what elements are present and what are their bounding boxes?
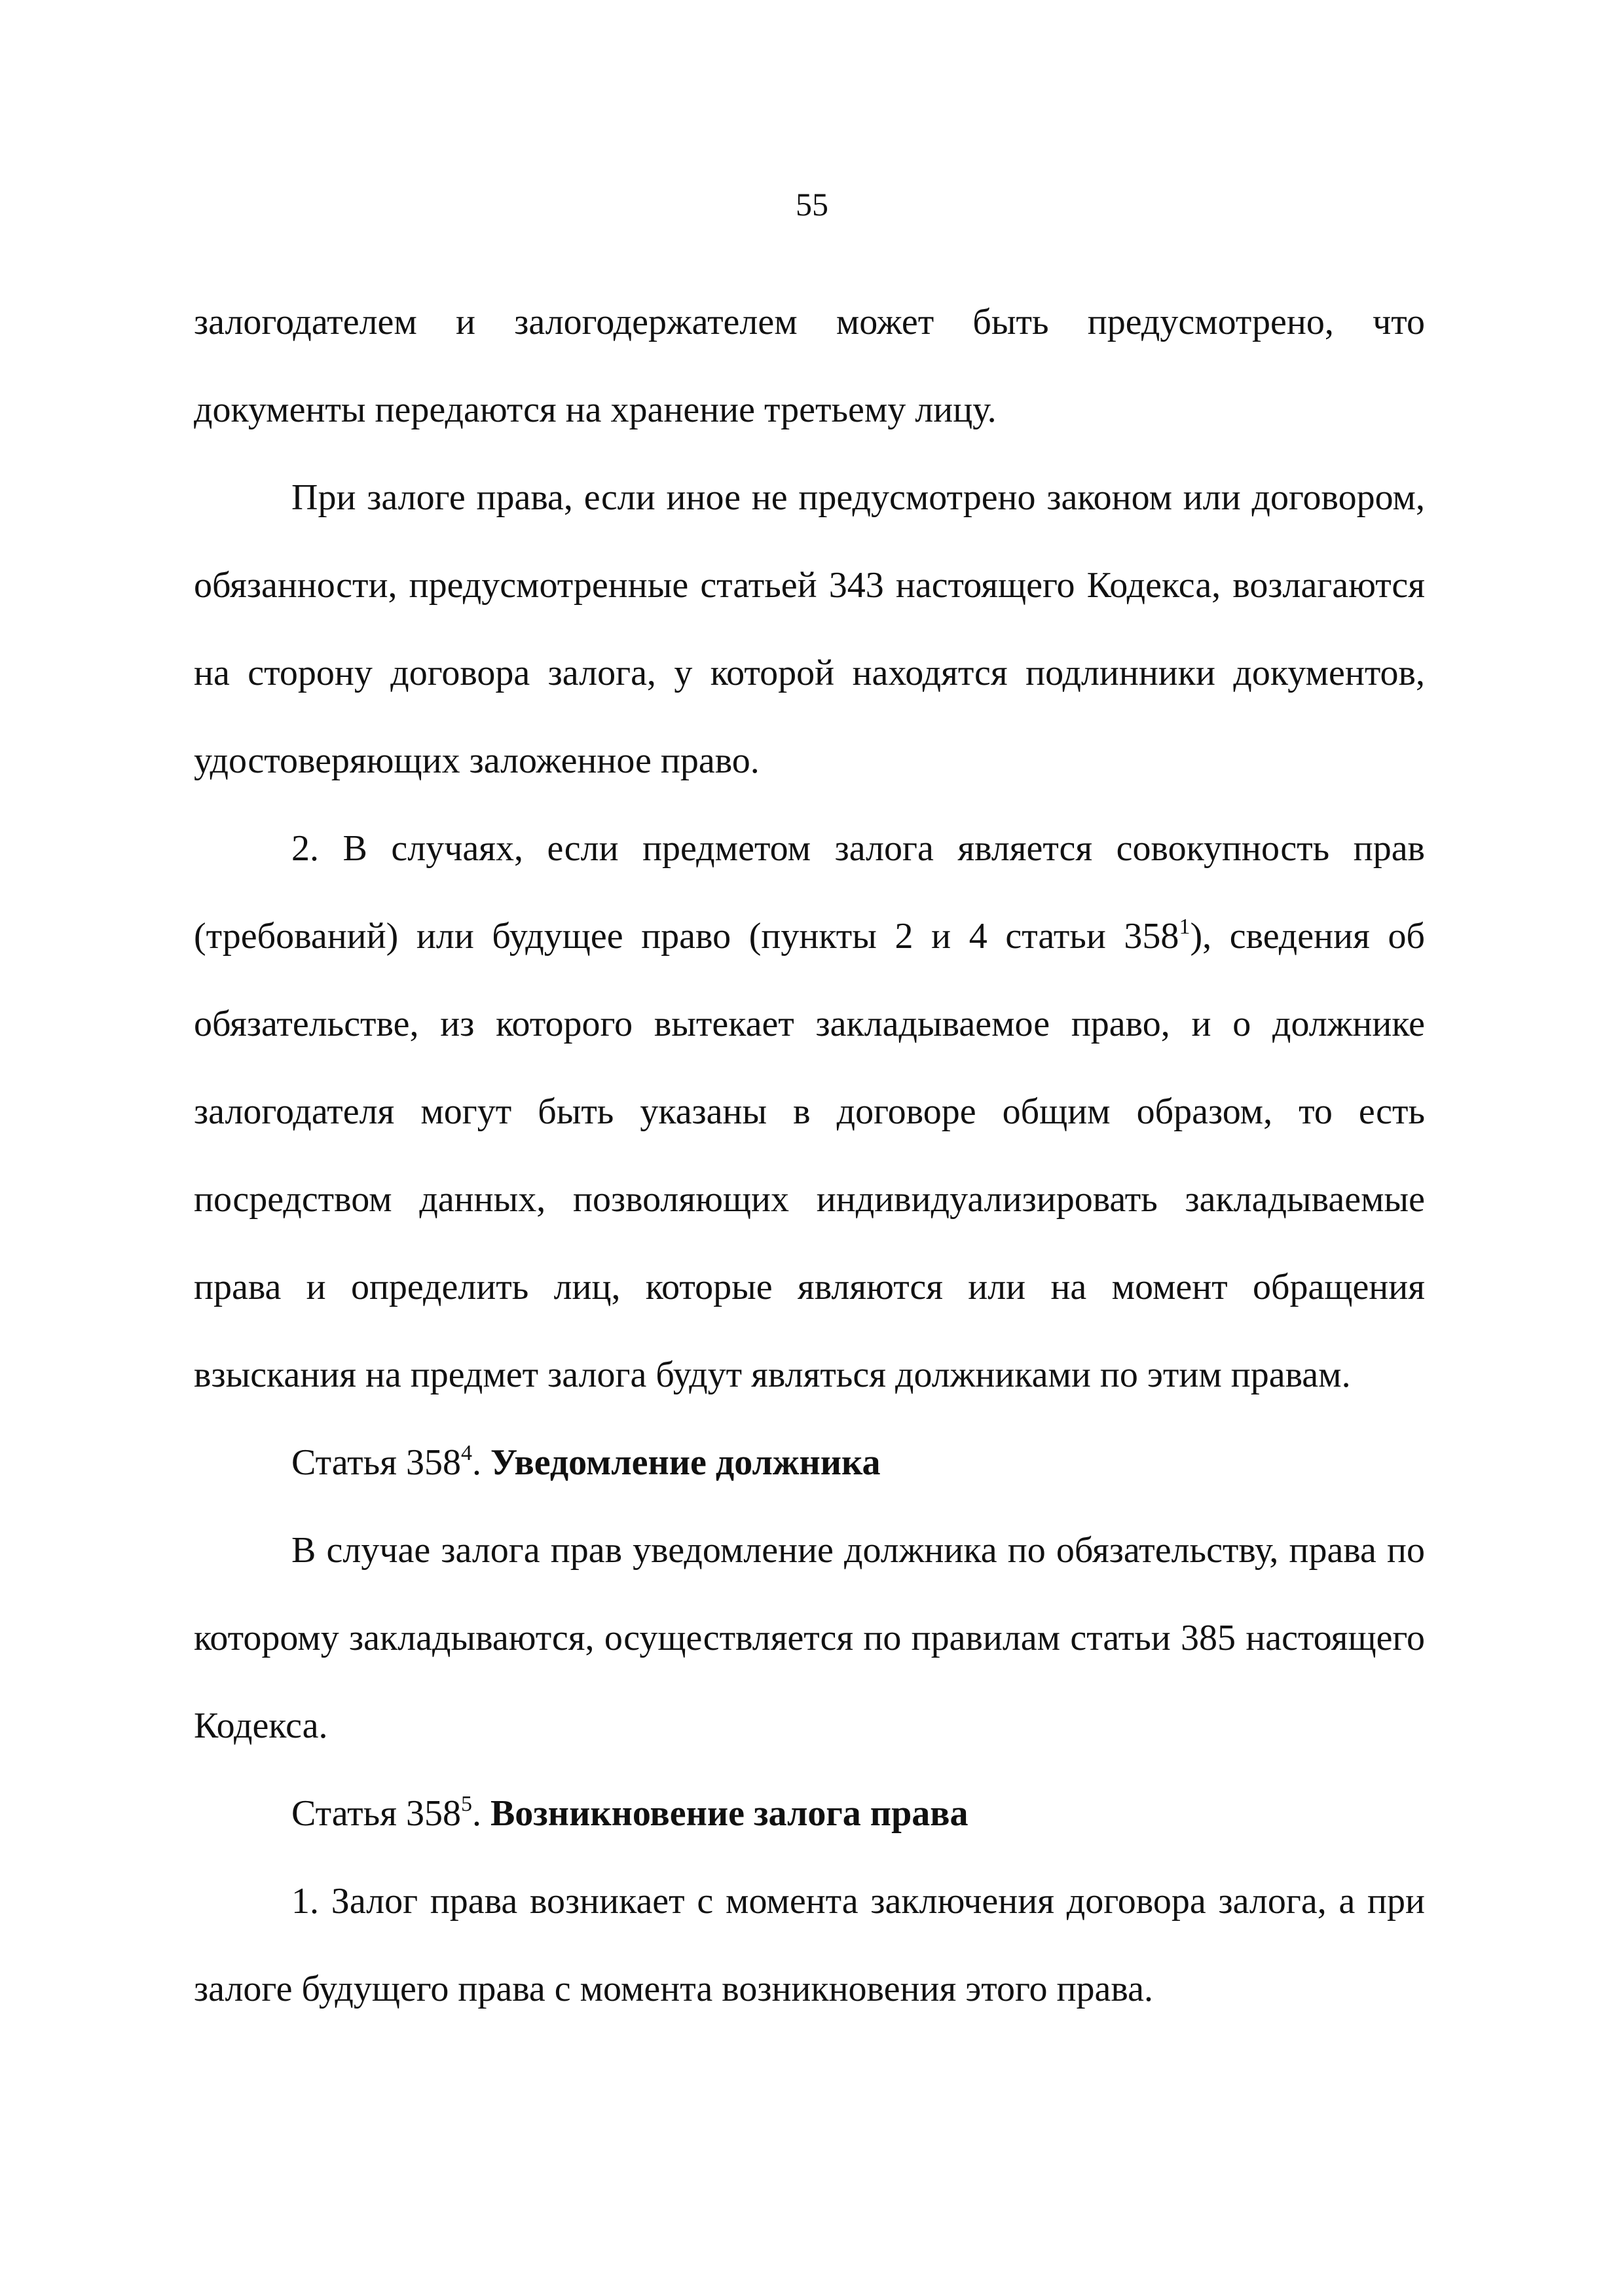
article-heading-358-5 [194,1770,1425,1857]
superscript-index: 5 [460,1792,472,1816]
article-number: Статья 358 [291,1793,461,1834]
superscript-index: 1 [1179,915,1190,939]
article-title: Возникновение залога права [490,1793,969,1834]
paragraph-item-2-end: ), сведения об обязательстве, из которого вытекает закладываемое право, и о должнике залогодателя могут быть указаны в договоре общим образом, то есть посредством данных, позволяющих индивидуализировать закладываемые права и определить лиц, которые являются или на момент обращения взыскания на предмет залога будут являться должниками по этим правам. [194,916,1425,1395]
superscript-index: 4 [460,1441,472,1465]
document-body [194,278,1425,2033]
paragraph-pledge-of-right: При залоге права, если иное не предусмотрено законом или договором, обязанности, предусмотренные статьей 343 настоящего Кодекса, возлагаются на сторону договора залога, у которой находятся подлинники документов, удостоверяющих заложенное право. [194,477,1425,781]
paragraph-debtor-notice: В случае залога прав уведомление должника по обязательству, права по которому закладываются, осуществляется по правилам статьи 385 настоящего Кодекса. [194,1530,1425,1746]
article-heading-358-4 [194,1419,1425,1506]
page-number: 55 [796,186,828,223]
article-number: Статья 358 [291,1442,461,1483]
paragraph-item-2-start: 2. В случаях, если предметом залога является совокупность прав (требований) или будущее право (пункты 2 и 4 статьи 358 [194,828,1425,957]
article-title: Уведомление должника [490,1442,881,1483]
article-dot: . [471,1442,490,1483]
paragraph-item-2 [194,805,1425,1419]
paragraph-continuation: залогодателем и залогодержателем может быть предусмотрено, что документы передаются на хранение третьему лицу. [194,302,1425,430]
article-dot: . [471,1793,490,1834]
paragraph-pledge-origin: 1. Залог права возникает с момента заключения договора залога, а при залоге будущего права с момента возникновения этого права. [194,1881,1425,2009]
